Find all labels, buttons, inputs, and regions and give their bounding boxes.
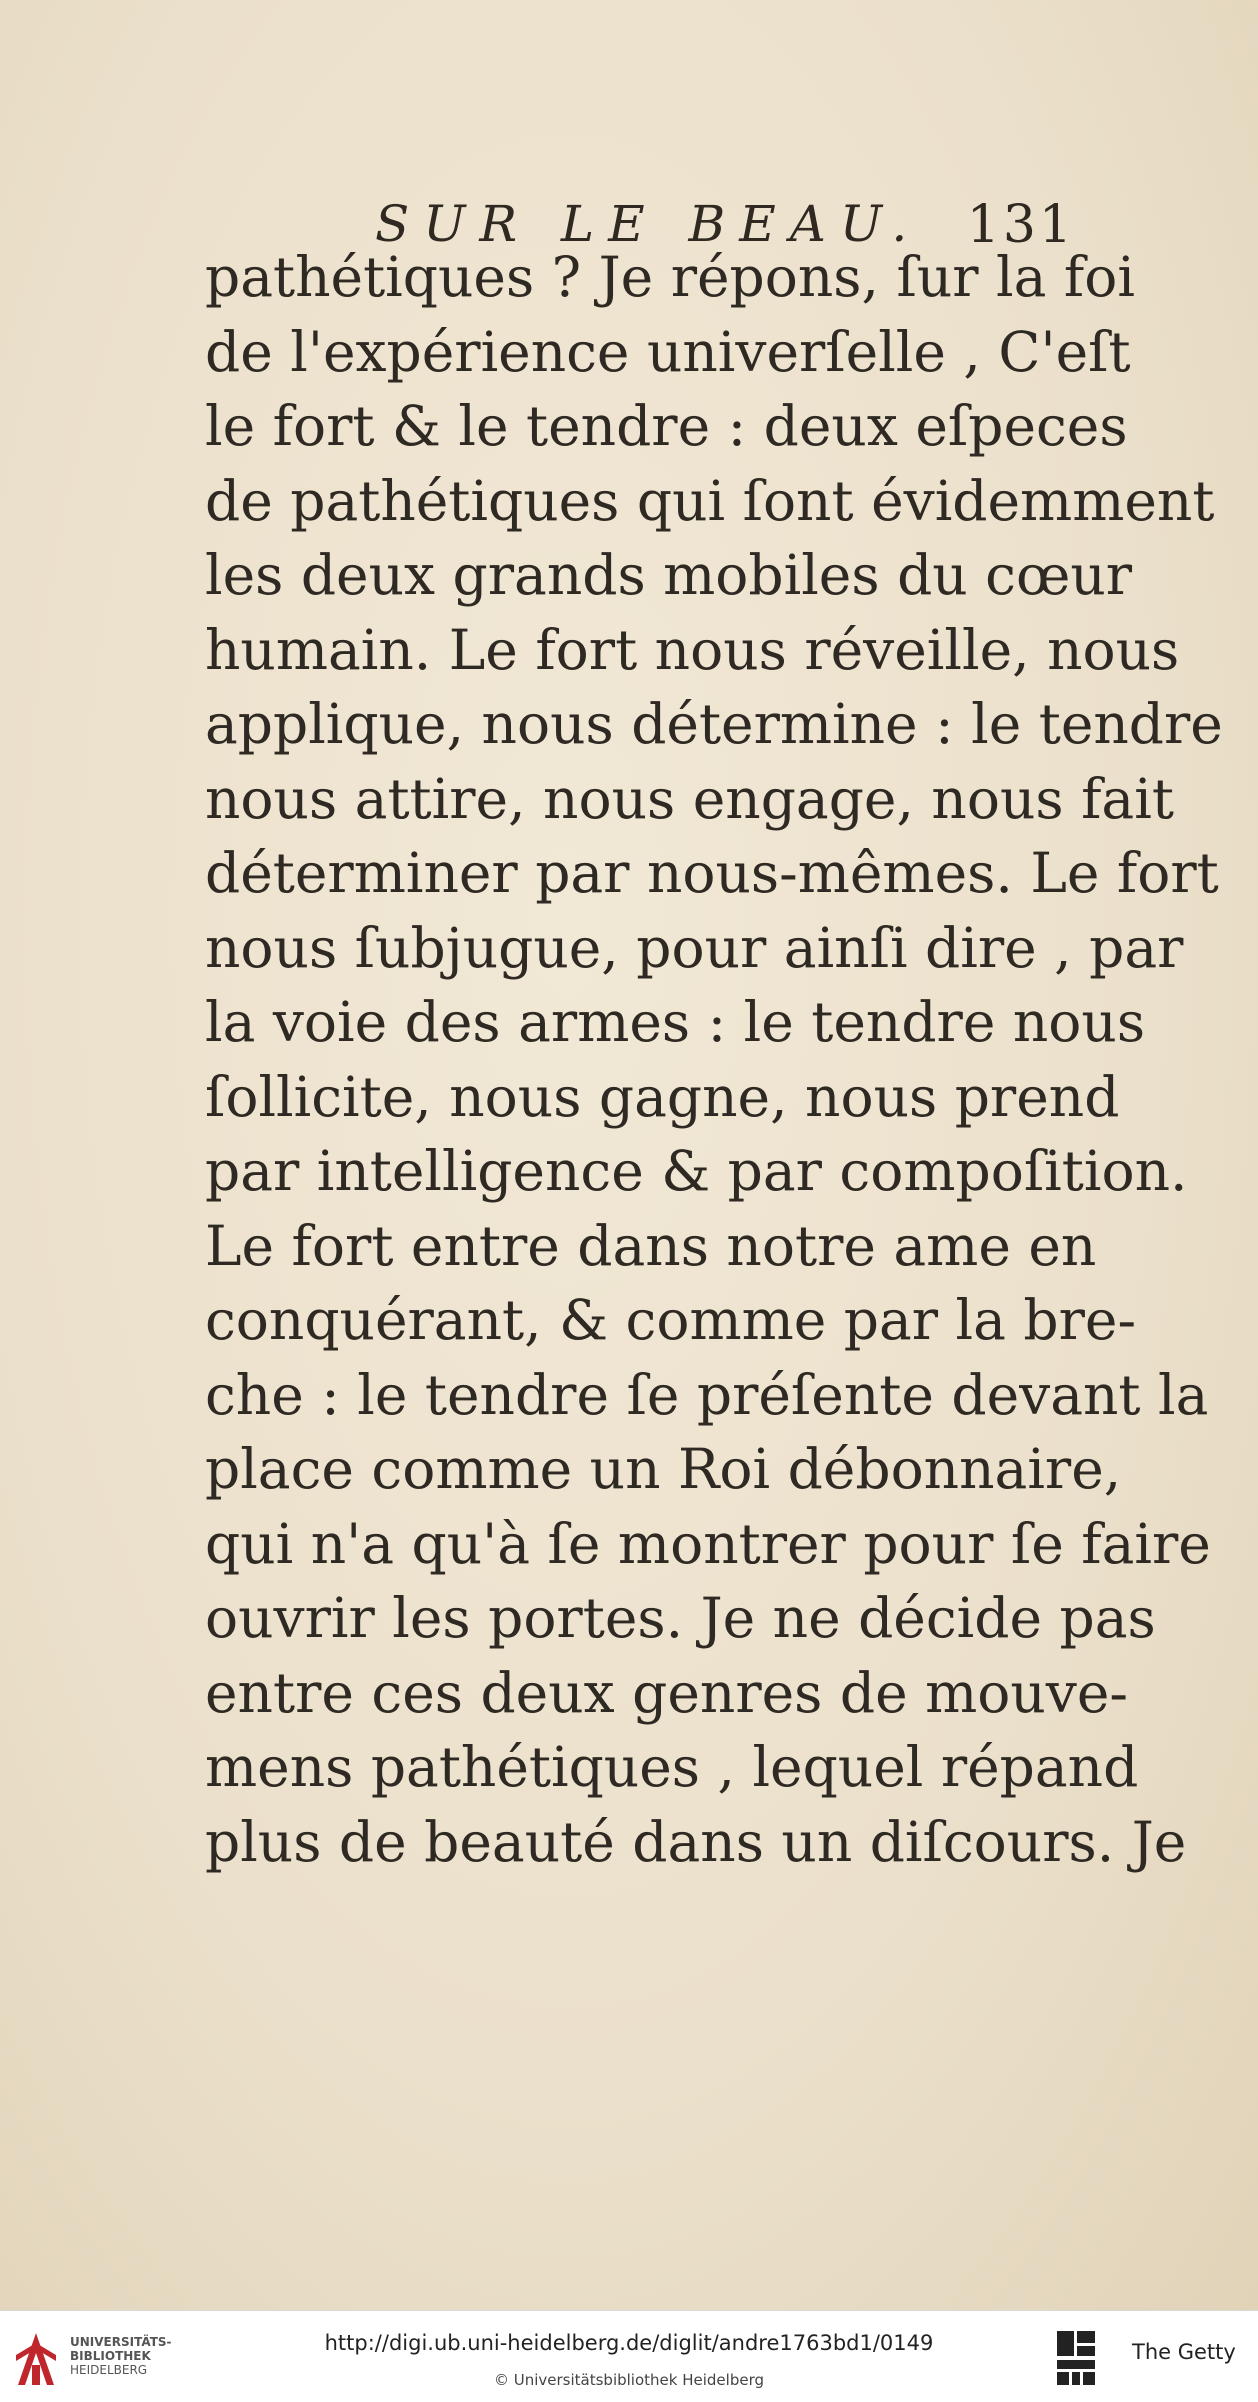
page-number: 131 [966, 195, 1075, 255]
text-line: de pathétiques qui ſont évidemment [205, 468, 1215, 533]
text-line: par intelligence & par compoſition. [205, 1139, 1188, 1203]
text-line: place comme un Roi débonnaire, [205, 1437, 1122, 1501]
text-line: plus de beauté dans un diſcours. Je [205, 1809, 1187, 1874]
text-line: entre ces deux genres de mouve- [205, 1660, 1128, 1725]
text-line: les deux grands mobiles du cœur [205, 543, 1133, 607]
text-line: ouvrir les portes. Je ne décide pas [205, 1586, 1156, 1650]
text-line: Le fort entre dans notre ame en [205, 1213, 1097, 1278]
text-line: le fort & le tendre : deux eſpeces [205, 394, 1128, 458]
text-line: nous ſubjugue, pour ainſi dire , par [205, 915, 1184, 980]
text-line: ſollicite, nous gagne, nous prend [205, 1064, 1120, 1129]
text-line: la voie des armes : le tendre nous [205, 990, 1146, 1054]
text-line: pathétiques ? Je répons, ſur la foi [205, 245, 1135, 309]
text-line: déterminer par nous-mêmes. Le fort [205, 841, 1219, 905]
partner-name: The Getty [1132, 2340, 1236, 2364]
text-line: conquérant, & comme par la bre- [205, 1288, 1137, 1352]
library-name-line: UNIVERSITÄTS- [70, 2335, 172, 2349]
text-line: mens pathétiques , lequel répand [205, 1735, 1139, 1799]
library-name-line: BIBLIOTHEK [70, 2349, 151, 2363]
text-line: de l'expérience univerſelle , C'eſt [205, 319, 1131, 384]
text-line: qui n'a qu'à ſe montrer pour ſe faire [205, 1511, 1211, 1576]
body-text [205, 240, 1223, 1879]
text-line: nous attire, nous engage, nous fait [205, 766, 1174, 831]
viewer-footer [0, 2310, 1258, 2402]
running-head-title: SUR LE BEAU. [375, 195, 922, 253]
text-line: humain. Le fort nous réveille, nous [205, 617, 1180, 682]
text-line: applique, nous détermine : le tendre [205, 692, 1223, 756]
getty-logo-icon [1055, 2329, 1097, 2387]
permalink-url[interactable]: http://digi.ub.uni-heidelberg.de/diglit/andre1763bd1/0149 [324, 2331, 934, 2355]
library-name-line: HEIDELBERG [70, 2363, 148, 2377]
text-line: che : le tendre ſe préſente devant la [205, 1362, 1209, 1427]
copyright-notice: © Universitätsbibliothek Heidelberg [493, 2371, 764, 2389]
